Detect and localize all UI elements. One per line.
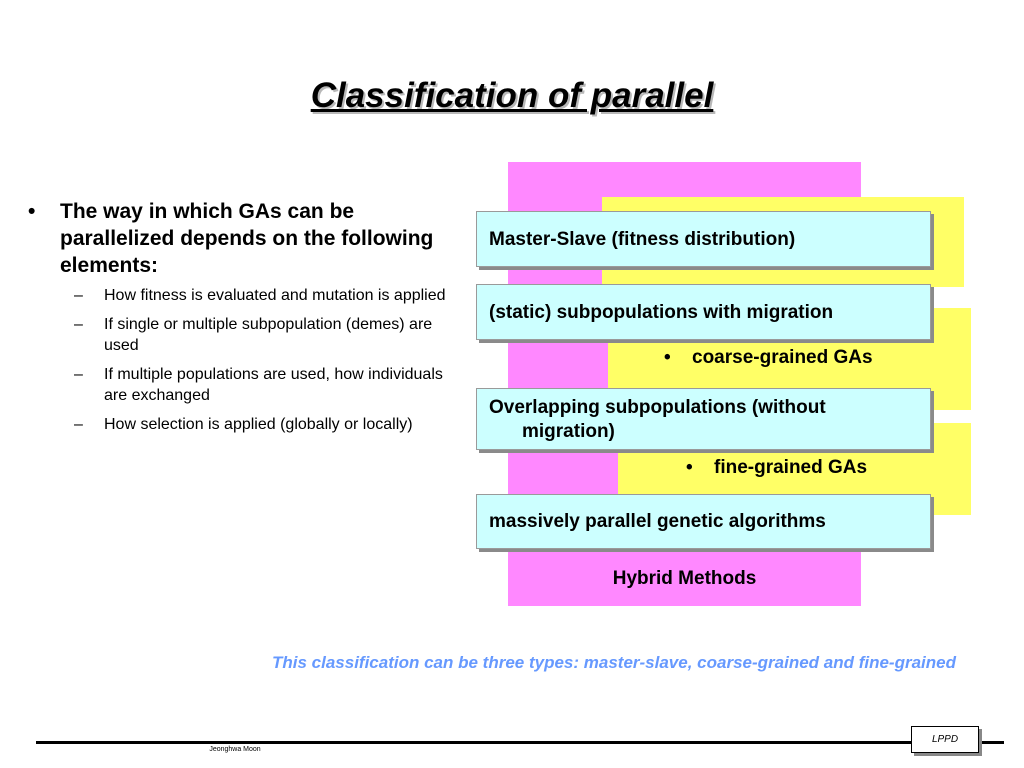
sub-bullet-text: If multiple populations are used, how individuals are exchanged (104, 366, 443, 404)
overlapping-line-2: migration) (522, 421, 615, 442)
main-bullet-text: The way in which GAs can be parallelized depends on the following elements: (60, 200, 434, 277)
sub-bullet-text: If single or multiple subpopulation (demes) are used (104, 316, 433, 354)
fine-grained-label: • fine-grained GAs (686, 457, 868, 478)
overlapping-subpopulations-box (476, 388, 931, 450)
author-name: Jeonghwa Moon (209, 746, 261, 753)
sub-bullet (74, 314, 468, 356)
dash-icon: – (74, 366, 83, 383)
hybrid-methods-label: Hybrid Methods (612, 568, 757, 589)
sub-bullet-text: How selection is applied (globally or locally) (104, 416, 413, 433)
dash-icon: – (74, 287, 83, 304)
main-bullet (28, 198, 468, 279)
caption: This classification can be three types: master-slave, coarse-grained and fine-grained (271, 653, 956, 672)
lppd-badge: LPPD (911, 726, 979, 753)
massively-parallel-box: massively parallel genetic algorithms (476, 494, 931, 549)
sub-bullet (74, 414, 468, 435)
sub-bullet (74, 364, 468, 406)
sub-bullet (74, 285, 468, 306)
static-subpopulations-box: (static) subpopulations with migration (476, 284, 931, 340)
overlapping-line-1: Overlapping subpopulations (without (489, 397, 826, 418)
dash-icon: – (74, 416, 83, 433)
coarse-grained-label: • coarse-grained GAs (664, 347, 873, 368)
bullet-dot-icon: • (686, 457, 693, 478)
dash-icon: – (74, 316, 83, 333)
slide-title: Classification of parallel (310, 76, 714, 115)
bullet-dot-icon: • (28, 200, 36, 223)
bullet-list (28, 198, 468, 443)
sub-bullet-list (74, 285, 468, 435)
bullet-dot-icon: • (664, 347, 671, 368)
footer-divider (36, 741, 1004, 744)
master-slave-box: Master-Slave (fitness distribution) (476, 211, 931, 267)
sub-bullet-text: How fitness is evaluated and mutation is applied (104, 287, 446, 304)
